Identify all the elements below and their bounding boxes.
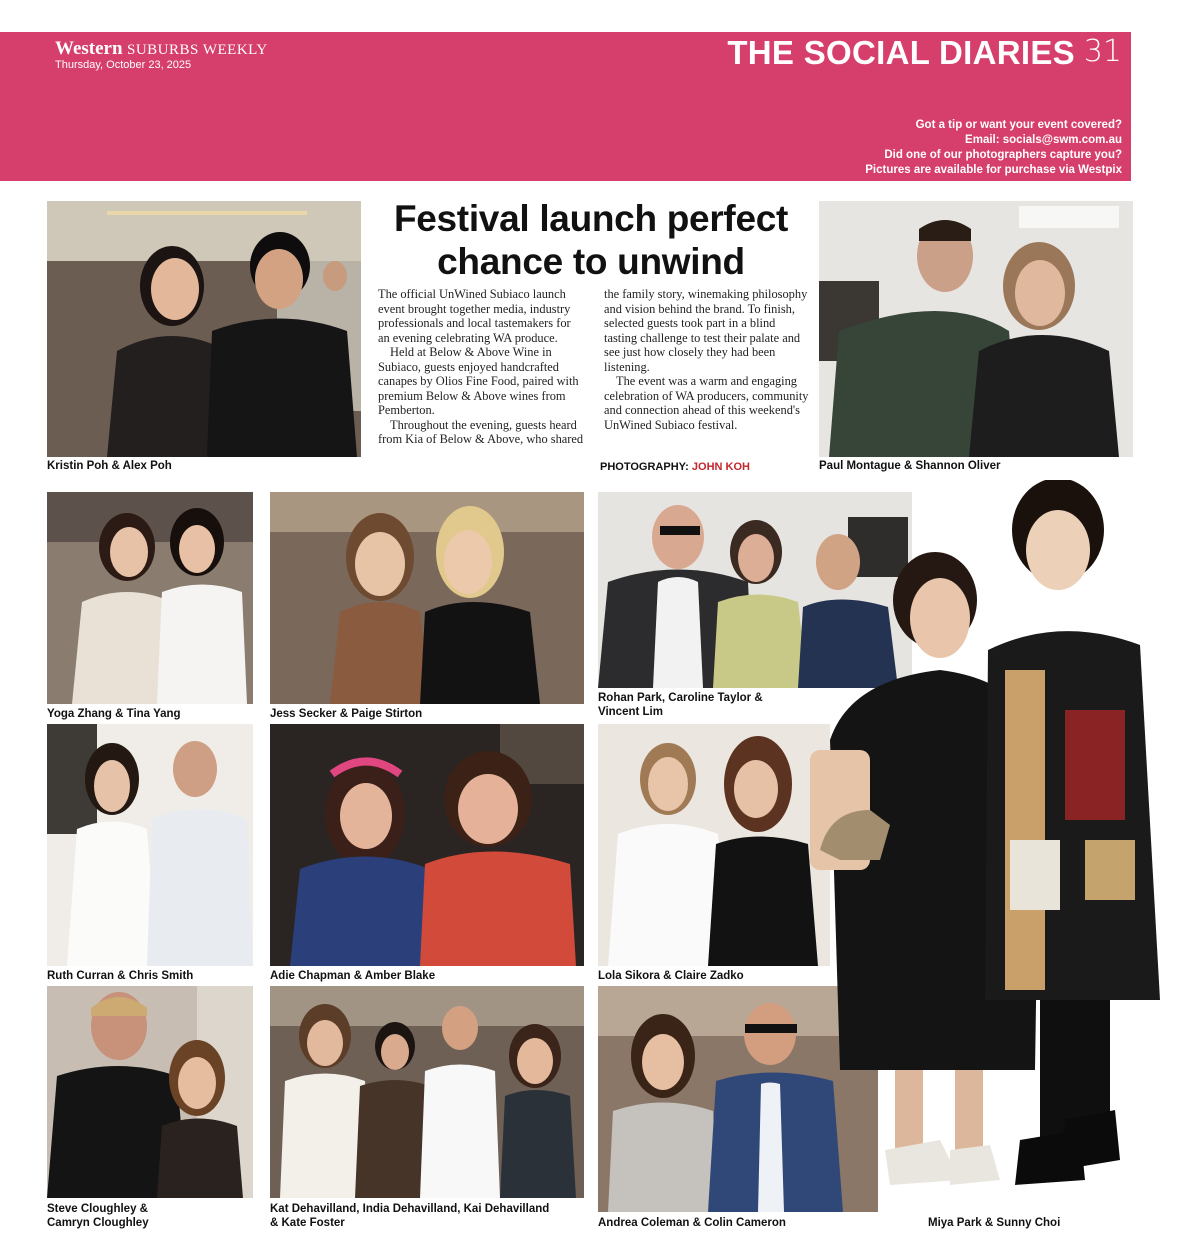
masthead-brand: Western [55, 38, 123, 59]
photo-kristin-alex-poh [47, 201, 361, 457]
caption-line: Kat Dehavilland, India Dehavilland, Kai Dehavilland [270, 1203, 550, 1215]
photo-dehavilland-foster [270, 986, 584, 1198]
tip-line: Pictures are available for purchase via Westpix [865, 164, 1122, 176]
photo-credit [600, 461, 750, 473]
issue-date: Thursday, October 23, 2025 [55, 59, 192, 71]
caption-line: Rohan Park, Caroline Taylor & [598, 692, 763, 704]
caption [598, 692, 763, 719]
masthead-title [55, 38, 268, 60]
caption [47, 1203, 149, 1230]
tip-line: Did one of our photographers capture you? [884, 149, 1122, 161]
masthead-subbrand: SUBURBS WEEKLY [127, 42, 268, 58]
article-body [378, 287, 810, 477]
caption: Kristin Poh & Alex Poh [47, 460, 172, 472]
article-paragraph: Held at Below & Above Wine in Subiaco, guests enjoyed handcrafted canapes by Olios Fine Food, paired with premium Below & Above wines from Pemberton. [378, 345, 579, 417]
caption: Adie Chapman & Amber Blake [270, 970, 436, 982]
photo-miya-sunny [810, 480, 1170, 1212]
page-number: 31 [1083, 34, 1122, 69]
caption [270, 1203, 549, 1230]
caption: Lola Sikora & Claire Zadko [598, 970, 744, 982]
caption: Miya Park & Sunny Choi [928, 1217, 1061, 1229]
article-paragraph: Throughout the evening, guests heard from Kia of Below & Above, who shared the family story, winemaking philosophy and vision behind the brand. To finish, selected guests took part in a blind tasting challenge to test their palate and see just how closely they had been listening. [378, 287, 808, 446]
article-paragraph: The event was a warm and engaging celebration of WA producers, community and connection ahead of this weekend's UnWined Subiaco festival. [604, 374, 809, 432]
photo-steve-camryn [47, 986, 253, 1198]
caption: Paul Montague & Shannon Oliver [819, 460, 1001, 472]
section-title: THE SOCIAL DIARIES [727, 34, 1075, 71]
caption-line: Vincent Lim [598, 705, 663, 718]
caption-line: & Kate Foster [270, 1216, 345, 1229]
caption-line: Steve Cloughley & [47, 1203, 148, 1215]
tip-box [865, 118, 1122, 178]
caption: Andrea Coleman & Colin Cameron [598, 1217, 786, 1229]
photo-ruth-chris [47, 724, 253, 966]
photo-paul-shannon [819, 201, 1133, 457]
photo-lola-claire [598, 724, 830, 966]
photo-jess-paige [270, 492, 584, 704]
caption: Ruth Curran & Chris Smith [47, 970, 194, 982]
caption: Jess Secker & Paige Stirton [270, 708, 423, 720]
photo-yoga-tina [47, 492, 253, 704]
article-paragraph: The official UnWined Subiaco launch event brought together media, industry professionals and local tastemakers for an evening celebrating WA produce. [378, 287, 571, 345]
headline [370, 197, 812, 283]
photo-adie-amber [270, 724, 584, 966]
credit-label: PHOTOGRAPHY: [600, 461, 689, 473]
headline-line: Festival launch perfect [393, 198, 789, 239]
caption: Yoga Zhang & Tina Yang [47, 708, 181, 720]
tip-email[interactable]: Email: socials@swm.com.au [965, 134, 1122, 146]
tip-line: Got a tip or want your event covered? [915, 119, 1122, 131]
masthead-banner [0, 32, 1131, 181]
credit-name: JOHN KOH [691, 461, 750, 473]
headline-line: chance to unwind [437, 241, 745, 282]
caption-line: Camryn Cloughley [47, 1216, 149, 1229]
